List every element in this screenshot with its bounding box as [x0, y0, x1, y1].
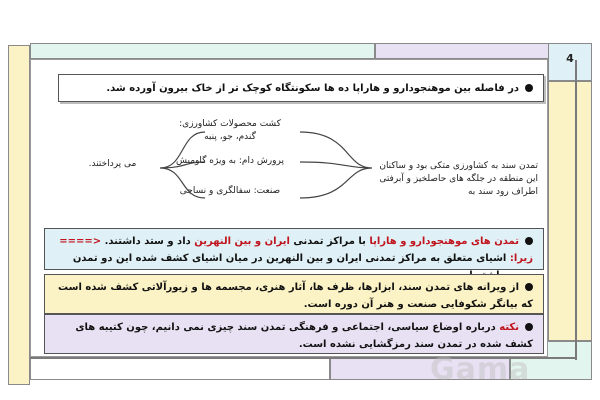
point-note-card [44, 314, 544, 354]
intro-text: در فاصله بین موهنجودارو و هاراپا ده ها سکونتگاه کوچک تر از خاک بیرون آورده شد. [106, 83, 519, 94]
point-label: نکته [499, 322, 519, 333]
bullet-icon [525, 283, 533, 291]
trade-arrow: <==== زیرا: [59, 236, 533, 264]
diagram-result-text: می پرداختند. [88, 159, 137, 169]
diagram-branch-industry: صنعت: سفالگری و نساجی [179, 186, 281, 196]
bullet-icon [525, 237, 533, 245]
brace-right [300, 132, 372, 198]
watermark-logo: Gama [430, 352, 531, 387]
bullet-icon [525, 323, 533, 331]
art-text: از ویرانه های تمدن سند، ابزارها، ظرف ها، آثار هنری، مجسمه ها و زیورآلاتی کشف شده است که بیانگر شکوفایی صنعت و هنر آن دوره است. [58, 282, 533, 310]
trade-rest: داد و ستد داشتند. [101, 236, 195, 247]
art-note-card [44, 274, 544, 314]
point-text: درباره اوضاع سیاسی، اجتماعی و فرهنگی تمدن سند چیزی نمی دانیم، چون کتیبه های کشف شده در تمدن سند رمزگشایی نشده است. [75, 322, 533, 350]
diagram-branch-agriculture: کشت محصولات کشاورزی: گندم، جو، پنبه [179, 119, 281, 142]
trade-highlight: تمدن های موهنجودارو و هاراپا [369, 236, 519, 247]
diagram-source-text: تمدن سند به کشاورزی متکی بود و ساکنان این منطقه در جلگه های حاصلخیز و آبرفتی اطراف رود سند به [379, 161, 538, 197]
diagram-branch-livestock: پرورش دام: به ویژه گاومیش [176, 156, 284, 166]
trade-reason: اشیای متعلق به مراکز تمدنی ایران و بین النهرین در میان اشیای کشف شده این دو تمدن [72, 253, 507, 264]
page-number: 4 [566, 52, 574, 65]
trade-mid: با مراکز تمدنی [289, 236, 370, 247]
trade-highlight-2: ایران و بین النهرین [194, 236, 290, 247]
trade-note-card [44, 228, 544, 270]
